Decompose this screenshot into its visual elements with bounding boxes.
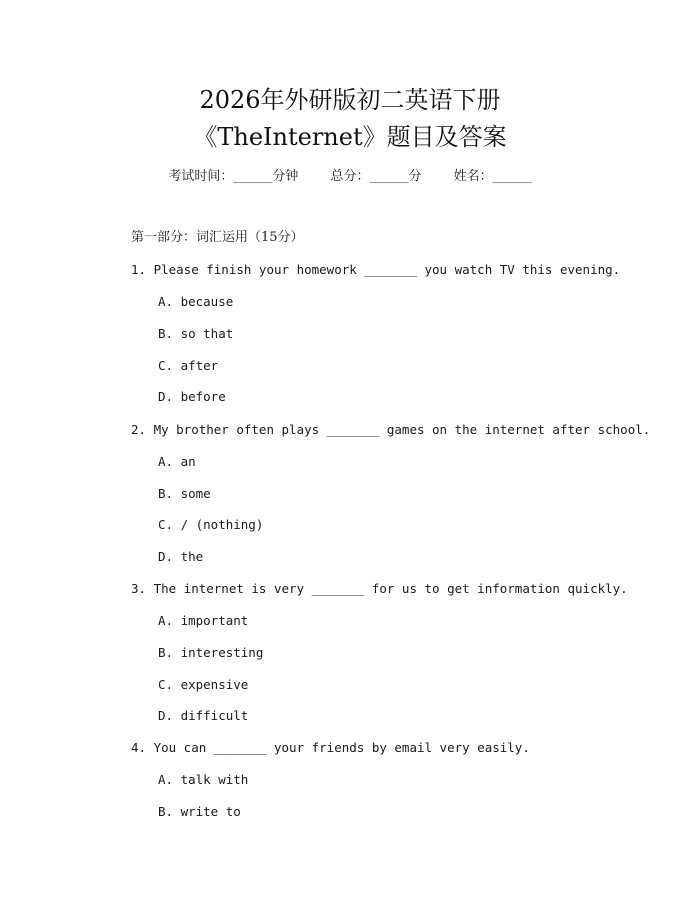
question-3-option-a: A. important — [158, 613, 249, 628]
question-2-option-d: D. the — [158, 549, 204, 564]
question-4-option-a: A. talk with — [158, 772, 249, 787]
question-2-option-c: C. / (nothing) — [158, 517, 264, 532]
question-2-option-a: A. an — [158, 454, 196, 469]
exam-meta — [0, 168, 700, 186]
document-title-line2: 《TheInternet》题目及答案 — [193, 123, 507, 151]
exam-time-label: 考试时间：______分钟 — [168, 169, 299, 184]
question-1-option-b: B. so that — [158, 326, 234, 341]
exam-score-label: 总分：______分 — [330, 169, 422, 184]
exam-name-label: 姓名：______ — [453, 169, 532, 184]
question-3-option-c: C. expensive — [158, 677, 249, 692]
question-4-option-b: B. write to — [158, 804, 241, 819]
question-1-option-a: A. because — [158, 294, 234, 309]
question-2: 2. My brother often plays _______ games on the internet after school. — [131, 422, 651, 437]
question-2-option-b: B. some — [158, 486, 211, 501]
question-3-option-d: D. difficult — [158, 708, 249, 723]
question-1: 1. Please finish your homework _______ you watch TV this evening. — [131, 262, 621, 277]
section-heading: 第一部分：词汇运用（15分） — [131, 230, 304, 245]
document-title-line1: 2026年外研版初二英语下册 — [199, 86, 501, 114]
question-3: 3. The internet is very _______ for us to get information quickly. — [131, 581, 628, 596]
question-1-option-d: D. before — [158, 389, 226, 404]
question-4: 4. You can _______ your friends by email very easily. — [131, 740, 530, 755]
question-1-option-c: C. after — [158, 358, 219, 373]
question-3-option-b: B. interesting — [158, 645, 264, 660]
